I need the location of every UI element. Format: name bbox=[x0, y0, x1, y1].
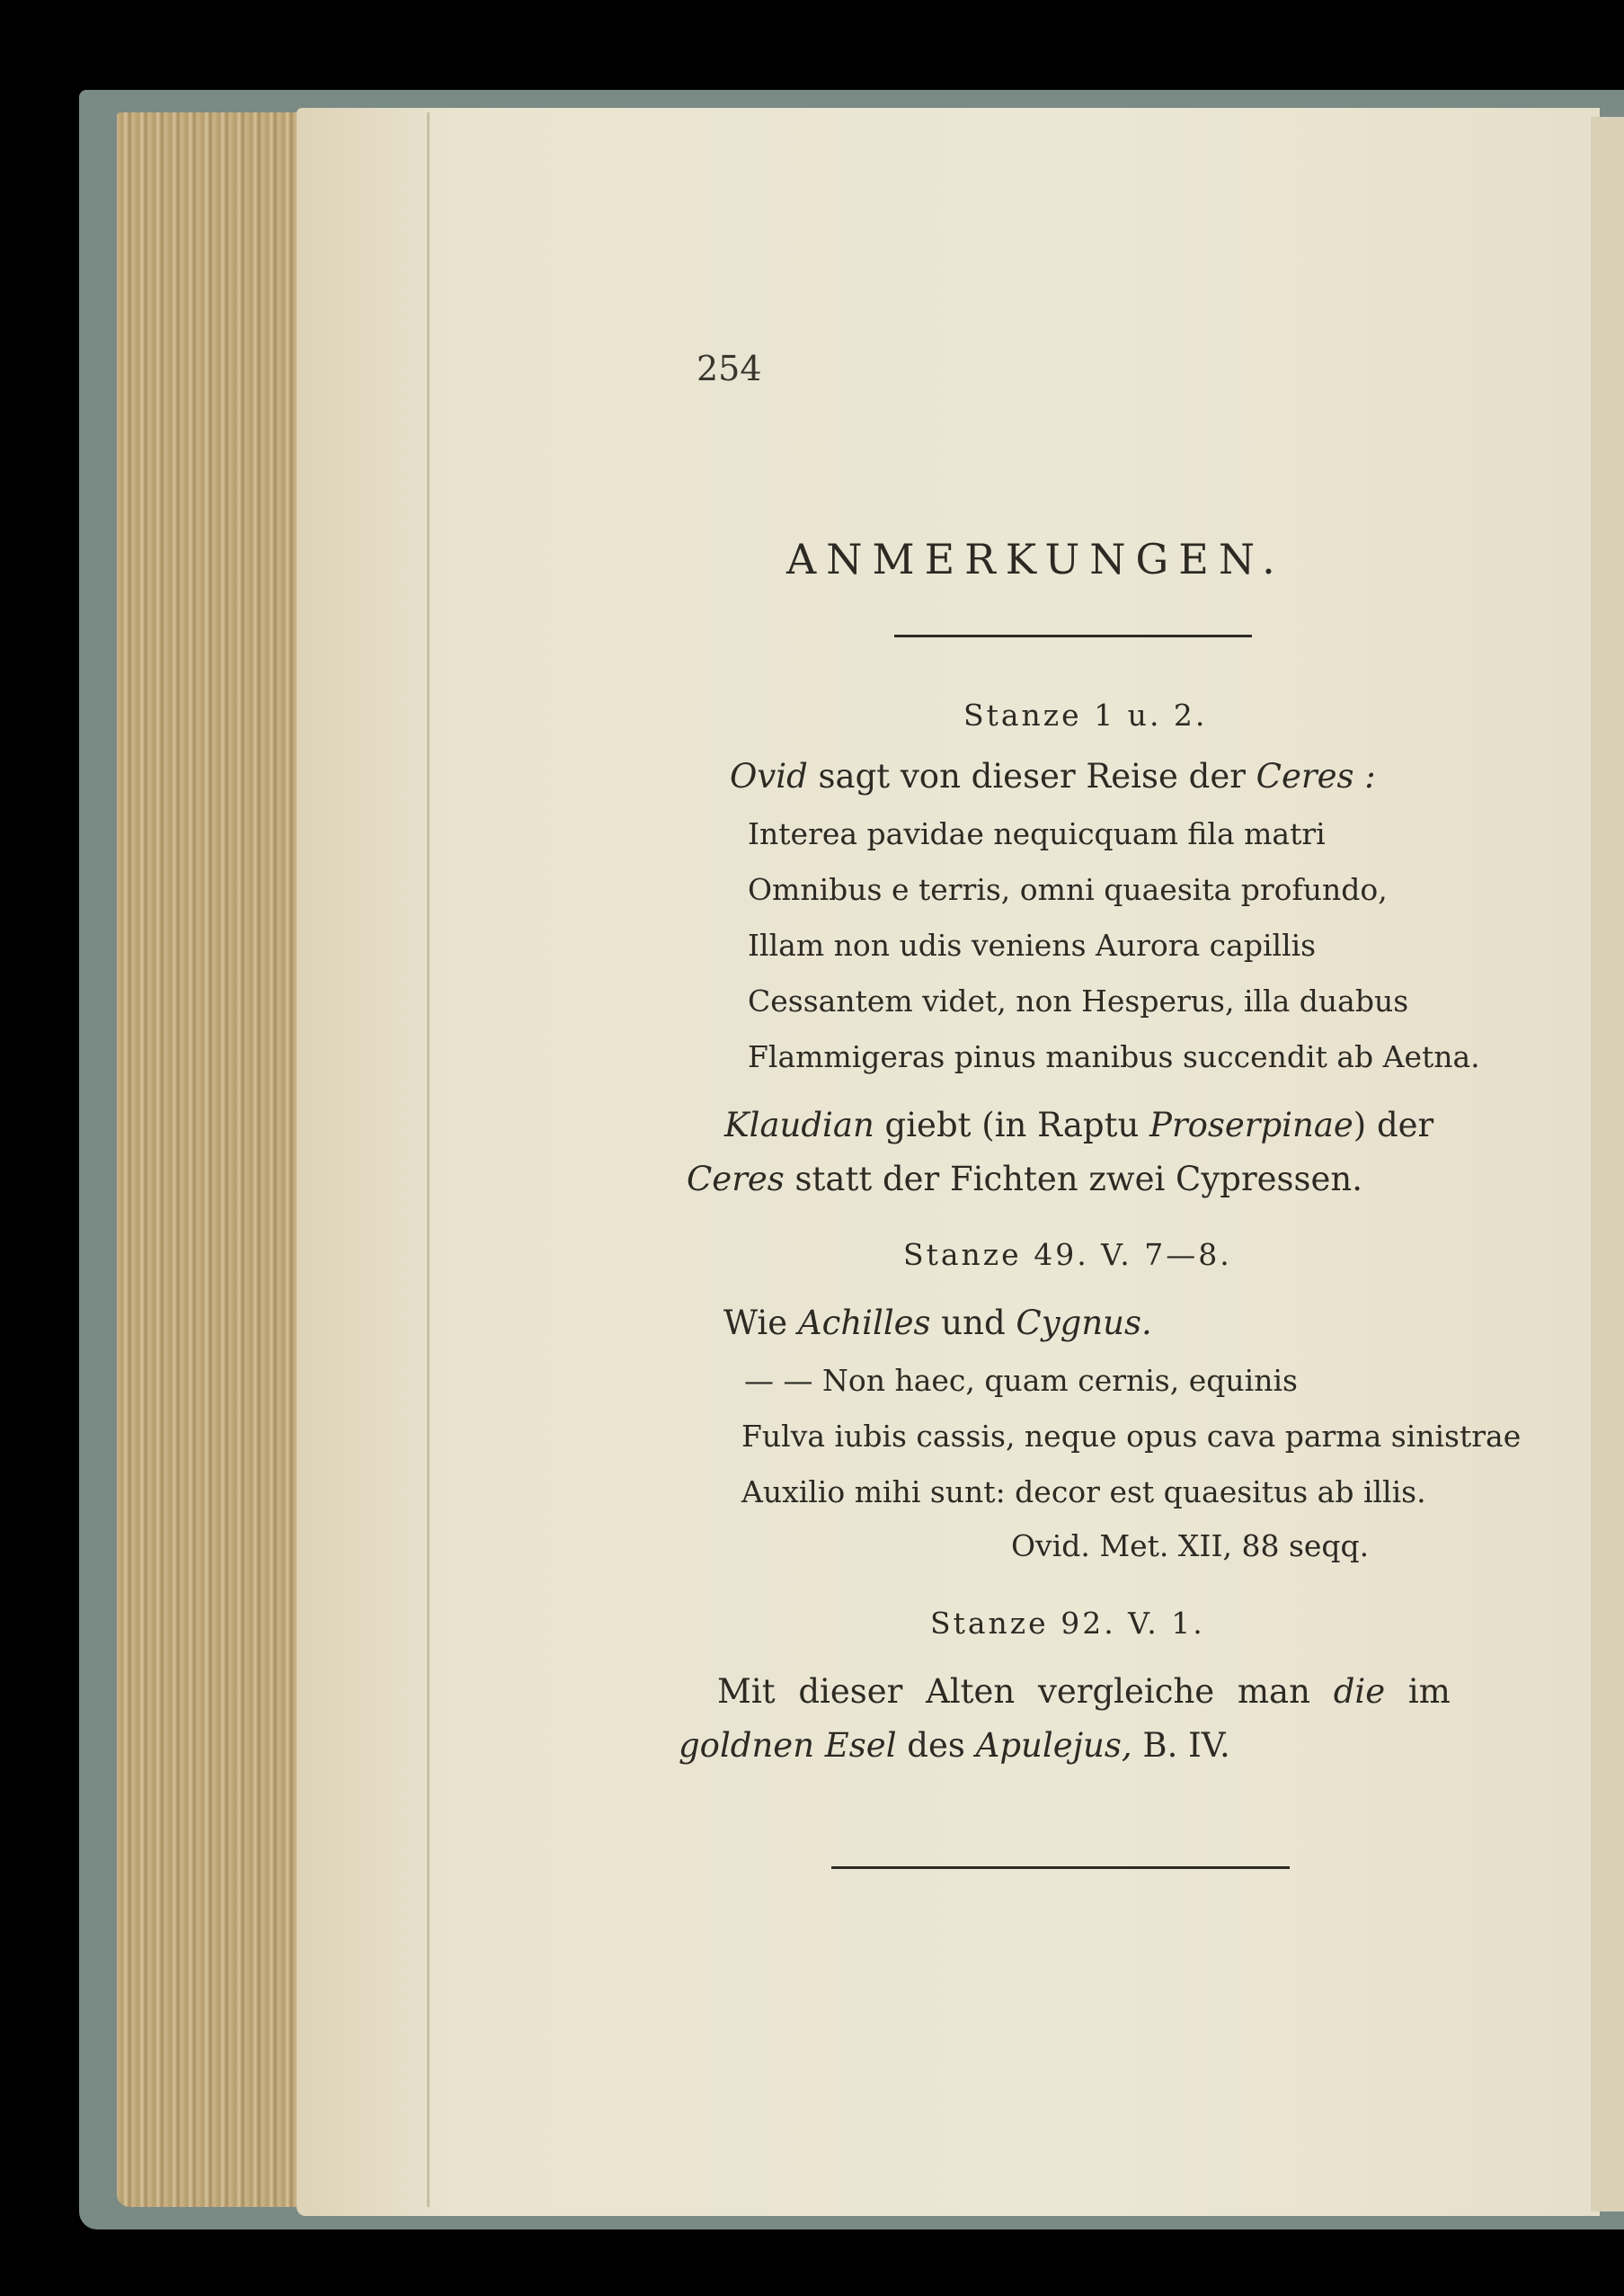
gutter-line bbox=[427, 112, 430, 2207]
work-title: Proserpinae bbox=[1149, 1106, 1353, 1144]
note-text: statt der Fichten zwei Cypressen. bbox=[784, 1160, 1362, 1198]
page-title: ANMERKUNGEN. bbox=[786, 535, 1285, 583]
stanza-heading-1: Stanze 1 u. 2. bbox=[963, 698, 1208, 733]
verse-line: Cessantem videt, non Hesperus, illa duabus bbox=[748, 983, 1409, 1019]
verse-line: Illam non udis veniens Aurora capillis bbox=[748, 928, 1317, 963]
name-apulejus: Apulejus, bbox=[975, 1726, 1132, 1765]
verse-line: — — Non haec, quam cernis, equinis bbox=[744, 1363, 1298, 1398]
title-rule bbox=[894, 635, 1252, 637]
section3-line bbox=[717, 1672, 1451, 1711]
verse-line: Fulva iubis cassis, neque opus cava parma sinistrae bbox=[741, 1419, 1522, 1454]
intro-text: Wie bbox=[723, 1304, 798, 1342]
note-text: giebt (in Raptu bbox=[874, 1106, 1150, 1144]
note-text: im bbox=[1385, 1672, 1451, 1711]
stanza-heading-2: Stanze 49. V. 7—8. bbox=[903, 1237, 1232, 1272]
facing-page-edge bbox=[1591, 117, 1624, 2211]
intro-text: sagt von dieser Reise der bbox=[807, 757, 1256, 796]
verse-line: Interea pavidae nequicquam fila matri bbox=[748, 816, 1326, 851]
work-title: goldnen Esel bbox=[679, 1726, 897, 1765]
section3-line bbox=[679, 1726, 1230, 1765]
name-cygnus: Cygnus. bbox=[1016, 1304, 1152, 1342]
verse-line: Omnibus e terris, omni quaesita profundo, bbox=[748, 872, 1388, 907]
note-text: B. IV. bbox=[1131, 1726, 1230, 1765]
closing-rule bbox=[831, 1866, 1290, 1869]
name-ceres: Ceres bbox=[687, 1160, 785, 1198]
stanza-heading-3: Stanze 92. V. 1. bbox=[930, 1606, 1205, 1641]
page-edges bbox=[117, 112, 310, 2207]
name-achilles: Achilles bbox=[797, 1304, 931, 1342]
note-line bbox=[687, 1160, 1362, 1198]
citation: Ovid. Met. XII, 88 seqq. bbox=[1011, 1528, 1370, 1563]
section1-intro bbox=[730, 757, 1376, 796]
note-text: des bbox=[896, 1726, 976, 1765]
emphasis: die bbox=[1333, 1672, 1386, 1711]
name-ceres: Ceres : bbox=[1256, 757, 1376, 796]
note-line bbox=[724, 1106, 1433, 1144]
note-text: Mit dieser Alten vergleiche man bbox=[717, 1672, 1334, 1711]
author-klaudian: Klaudian bbox=[724, 1106, 874, 1144]
verse-line: Auxilio mihi sunt: decor est quaesitus ab illis. bbox=[741, 1474, 1426, 1509]
intro-text: und bbox=[930, 1304, 1016, 1342]
verse-line: Flammigeras pinus manibus succendit ab Aetna. bbox=[748, 1039, 1480, 1074]
author-ovid: Ovid bbox=[730, 757, 808, 796]
section2-intro bbox=[723, 1304, 1152, 1342]
note-text: ) der bbox=[1353, 1106, 1434, 1144]
page-number: 254 bbox=[697, 349, 762, 388]
